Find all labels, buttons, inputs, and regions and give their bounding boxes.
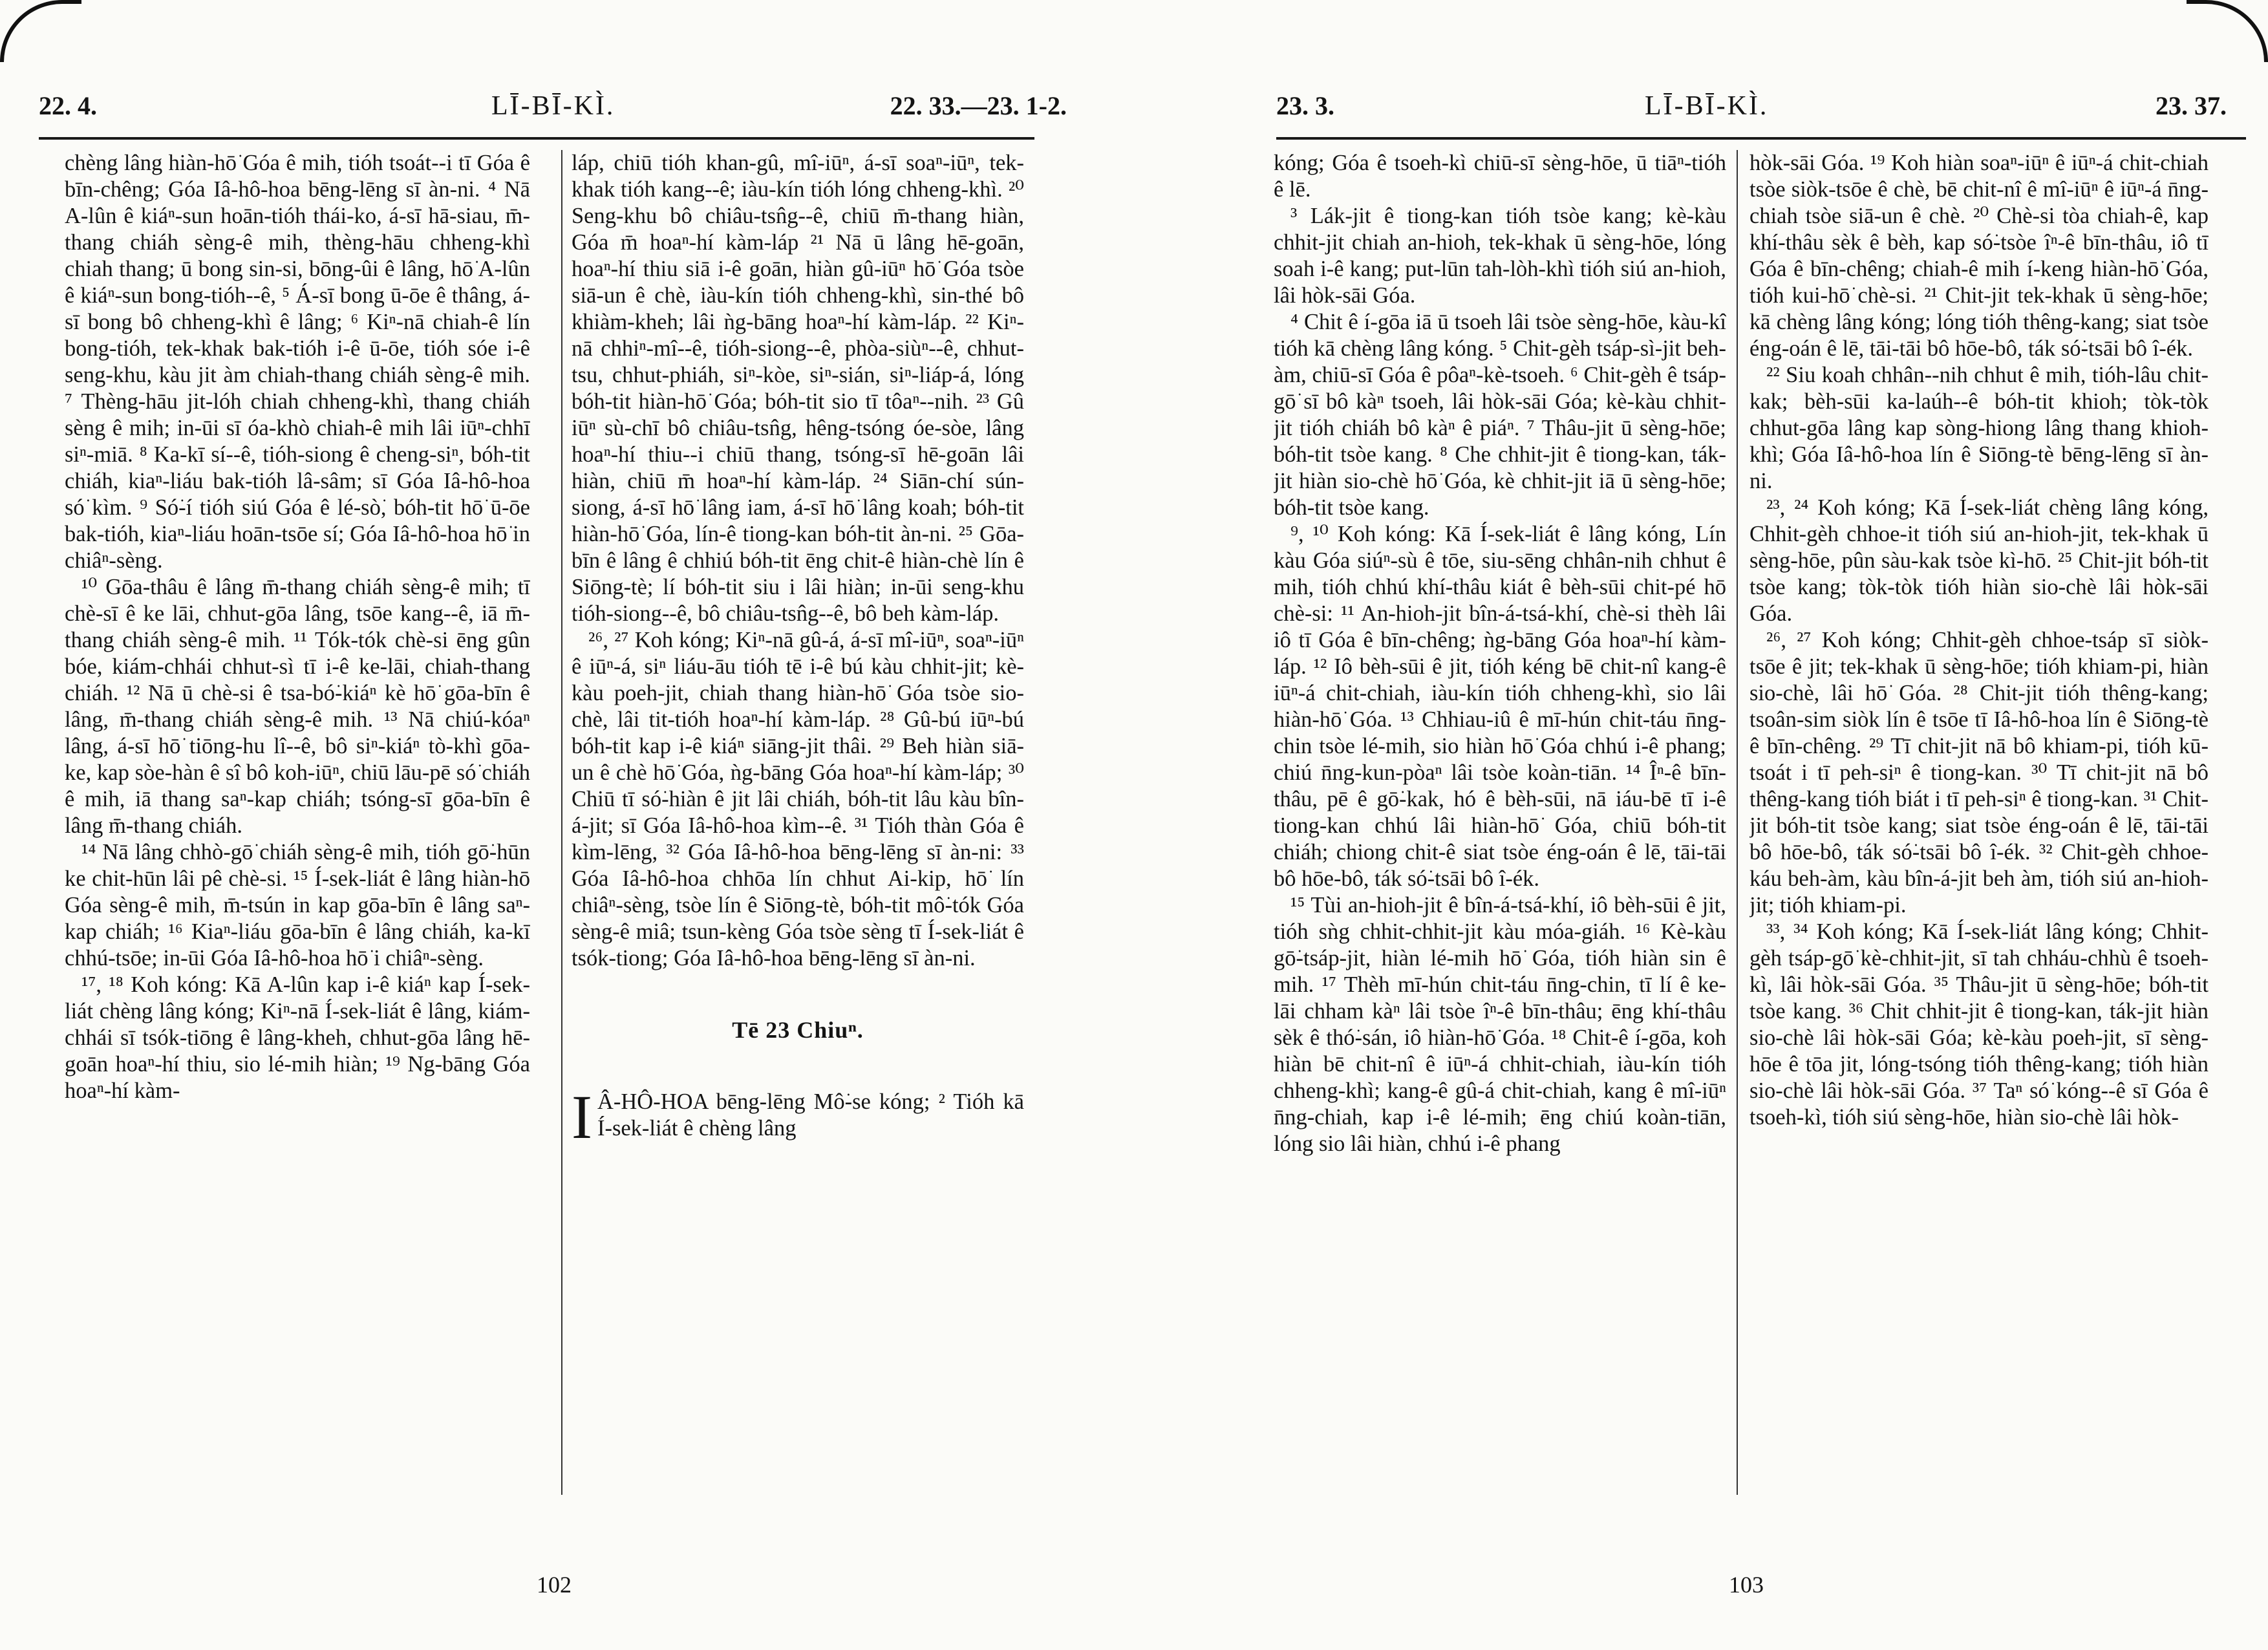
column-divider bbox=[561, 150, 562, 1495]
header-verse-ref-left: 22. 4. bbox=[39, 91, 97, 120]
header-verse-ref-right: 23. 37. bbox=[2156, 91, 2227, 120]
chapter-opening-text: Â-HÔ-HOA bēng-lēng Mô͘-se kóng; ² Tióh kā Í-sek-liát ê chèng lâng bbox=[597, 1089, 1024, 1141]
paragraph: ²⁶, ²⁷ Koh kóng; Chhit-gèh chhoe-tsáp sī siòk-tsōe ê jit; tek-khak ū sèng-hōe; tióh khiam-pi, hiàn sio-chè, lâi hō͘ Góa. ²⁸ Chit-jit tióh thêng-kang; tsoân-sim siòk lín ê tsōe tī Iâ-hô-hoa lín ê Siōng-tè ê bīn-chêng. ²⁹ Tī chit-jit nā bô khiam-pi, tióh kū-tsoát i tī peh-siⁿ ê tiong-kan. ³⁰ Tī chit-jit nā bô thêng-kang tióh biát i tī peh-siⁿ ê tiong-kan. ³¹ Chit-jit bóh-tit tsòe kang; siat tsòe éng-oán ê lē, tāi-tāi bô hōe-bô, ták só͘-tsāi bô î-ék. ³² Chit-gèh chhoe-káu beh-àm, kàu bîn-á-jit beh àm, tióh siú an-hioh-jit; tióh khiam-pi. bbox=[1749, 628, 2209, 917]
header-book-title: LĪ-BĪ-KÌ. bbox=[491, 91, 615, 121]
page-corner-curve bbox=[0, 0, 81, 62]
header-verse-ref-left: 23. 3. bbox=[1276, 91, 1334, 120]
paragraph: ⁴ Chit ê í-gōa iā ū tsoeh lâi tsòe sèng-hōe, kàu-kî tióh kā chèng lâng kóng. ⁵ Chit-gèh tsáp-sì-jit beh-àm, chiū-sī Góa ê pôaⁿ-kè-tsoeh. ⁶ Chit-gèh ê tsáp-gō͘ sī bô kàⁿ tsoeh, lâi hòk-sāi Góa; kè-kàu chhit-jit tióh chiáh bô kàⁿ ê piáⁿ. ⁷ Thâu-jit ū sèng-hōe; bóh-tit tsòe kang. ⁸ Che chhit-jit ê tiong-kan, ták-jit hiàn sio-chè hō͘ Góa, kè chhit-jit iā ū sèng-hōe; bóh-tit tsòe kang. bbox=[1274, 310, 1726, 520]
paragraph: ¹⁵ Tùi an-hioh-jit ê bîn-á-tsá-khí, iô bèh-sūi ê jit, tióh sǹg chhit-chhit-jit kàu móa-giáh. ¹⁶ Kè-kàu gō͘-tsáp-jit, hiàn lé-mih hō͘ Góa, tióh hiàn sin ê mih. ¹⁷ Thèh mī-hún chit-táu n̄ng-chin, tī lí ê ke-lāi chham kàⁿ lâi tsòe îⁿ-ê bīn-thâu; ēng khí-thâu sèk ê thó͘-sán, iô hiàn-hō͘ Góa. ¹⁸ Chit-ê í-gōa, koh hiàn bē chit-nî ê iūⁿ-á chhit-chiah, iàu-kín tióh chheng-khì; kang-ê gû-á chit-chiah, kang ê mî-iūⁿ n̄ng-chiah, kap i-ê lé-mih; ēng chiú koàn-tiān, lóng sio lâi hiàn, chhú i-ê phang bbox=[1274, 893, 1726, 1156]
page-header bbox=[1276, 91, 2246, 136]
paragraph: láp, chiū tióh khan-gû, mî-iūⁿ, á-sī soaⁿ-iūⁿ, tek-khak tióh kang--ê; iàu-kín tióh lóng chheng-khì. ²⁰ Seng-khu bô chiâu-tsn̂g--ê, chiū m̄-thang hiàn, Góa m̄ hoaⁿ-hí kàm-láp ²¹ Nā ū lâng hē-goān, hoaⁿ-hí thiu siā i-ê goān, hiàn gû-iūⁿ hō͘ Góa tsòe siā-un ê chè, iàu-kín tióh chheng-khì, sin-thé bô khiàm-kheh; lâi ǹg-bāng hoaⁿ-hí kàm-láp. ²² Kiⁿ-nā chhiⁿ-mî--ê, tióh-siong--ê, phòa-siùⁿ--ê, chhut-tsu, chhut-phiáh, siⁿ-kòe, siⁿ-sián, siⁿ-liáp-á, lóng bóh-tit hiàn-hō͘ Góa; bóh-tit sio tī tôaⁿ--nih. ²³ Gû iūⁿ sù-chī bô chiâu-tsn̂g, hêng-tsóng óe-sòe, lâng hoaⁿ-hí thiu--i chiū thang, tsóng-sī hē-goān lâi hiàn, chiū m̄ hoaⁿ-hí kàm-láp. ²⁴ Siān-chí sún-siong, á-sī hō͘ lâng iam, á-sī hō͘ lâng koah; bóh-tit hiàn-hō͘ Góa, lín-ê tiong-kan bóh-tit àn-ni. ²⁵ Gōa-bīn ê lâng ê chhiú bóh-tit ēng chit-ê hiàn-chè lín ê Siōng-tè; lí bóh-tit siu i lâi hiàn; in-ūi seng-khu tióh-siong--ê, bô chiâu-tsn̂g--ê, bô beh kàm-láp. bbox=[572, 151, 1024, 626]
header-book-title: LĪ-BĪ-KÌ. bbox=[1645, 91, 1769, 121]
paragraph: ²² Siu koah chhân--nih chhut ê mih, tióh-lâu chit-kak; bèh-sūi ka-laúh--ê bóh-tit khioh; tòk-tòk chhut-gōa lâng kap sòng-hiong lâng thang khioh-khì; Góa Iâ-hô-hoa lín ê Siōng-tè bēng-lēng sī àn-ni. bbox=[1749, 363, 2209, 493]
paragraph: ¹⁰ Gōa-thâu ê lâng m̄-thang chiáh sèng-ê mih; tī chè-sī ê ke lāi, chhut-gōa lâng, tsōe kang--ê, iā m̄-thang chiáh sèng-ê mih. ¹¹ Tók-tók chè-si ēng gûn bóe, kiám-chhái chhut-sì tī i-ê ke-lāi, chiah-thang chiáh. ¹² Nā ū chè-si ê tsa-bó͘-kiáⁿ kè hō͘ gōa-bīn ê lâng, m̄-thang chiáh sèng-ê mih. ¹³ Nā chiú-kóaⁿ lâng, á-sī hō͘ tiōng-hu lî--ê, bô siⁿ-kiáⁿ tò-khì gōa-ke, kap sòe-hàn ê sî bô koh-iūⁿ, chiū lāu-pē só͘ chiáh ê mih, iā thang saⁿ-kap chiáh; tsóng-sī gōa-bīn ê lâng m̄-thang chiáh. bbox=[65, 575, 530, 838]
text-column-2 bbox=[1749, 150, 2209, 1495]
header-verse-ref-right: 22. 33.—23. 1-2. bbox=[890, 91, 1067, 120]
paragraph: kóng; Góa ê tsoeh-kì chiū-sī sèng-hōe, ū tiāⁿ-tióh ê lē. bbox=[1274, 151, 1726, 202]
paragraph: hòk-sāi Góa. ¹⁹ Koh hiàn soaⁿ-iūⁿ ê iūⁿ-á chit-chiah tsòe siòk-tsōe ê chè, bē chit-nî ê mî-iūⁿ ê iūⁿ-á n̄ng-chiah tsòe siā-un ê chè. ²⁰ Chè-si tòa chiah-ê, kap khí-thâu sèk ê bèh, kap só͘-tsòe îⁿ-ê bīn-thâu, iô tī Góa ê bīn-chêng; chiah-ê mih í-keng hiàn-hō͘ Góa, tióh kui-hō͘ chè-si. ²¹ Chit-jit tek-khak ū sèng-hōe; kā chèng lâng kóng; lóng tióh thêng-kang; siat tsòe éng-oán ê lē, tāi-tāi bô hōe-bô, ták só͘-tsāi bô î-ék. bbox=[1749, 151, 2209, 361]
column-divider bbox=[1737, 150, 1738, 1495]
page-corner-curve bbox=[2187, 0, 2268, 62]
chapter-opening-paragraph bbox=[572, 1082, 1024, 1152]
header-rule bbox=[39, 137, 1034, 140]
text-column-1 bbox=[1274, 150, 1726, 1495]
drop-cap-letter: I bbox=[572, 1082, 592, 1152]
paragraph: chèng lâng hiàn-hō͘ Góa ê mih, tióh tsoát--i tī Góa ê bīn-chêng; Góa Iâ-hô-hoa bēng-lēng sī àn-ni. ⁴ Nā A-lûn ê kiáⁿ-sun hoān-tióh thái-ko, á-sī hā-siau, m̄-thang chiáh sèng-ê mih, thèng-hāu chheng-khì chiah thang; ū bong sin-si, bōng-ûi ê lâng, hō͘ A-lûn ê kiáⁿ-sun bong-tióh--ê, ⁵ Á-sī bong ū-ōe ê thâng, á-sī bong bô chheng-khì ê lâng; ⁶ Kiⁿ-nā chiah-ê lín bong-tióh, tek-khak bak-tióh i-ê ū-ōe, tióh sóe i-ê seng-khu, kàu jit àm chiah-thang chiáh sèng-ê mih. ⁷ Thèng-hāu jit-lóh chiah chheng-khì, thang chiáh sèng ê mih; in-ūi sī óa-khò chiah-ê mih lâi iūⁿ-chhī siⁿ-miā. ⁸ Ka-kī sí--ê, tióh-siong ê cheng-siⁿ, bóh-tit chiáh, kiaⁿ-liáu bak-tióh lâ-sâm; sī Góa Iâ-hô-hoa só͘ kìm. ⁹ Só͘-í tióh siú Góa ê lé-sò͘, bóh-tit hō͘ ū-ōe bak-tióh, kiaⁿ-liáu hoān-tsōe sí; Góa Iâ-hô-hoa hō͘ in chiâⁿ-sèng. bbox=[65, 151, 530, 573]
paragraph: ²⁶, ²⁷ Koh kóng; Kiⁿ-nā gû-á, á-sī mî-iūⁿ, soaⁿ-iūⁿ ê iūⁿ-á, siⁿ liáu-āu tióh tē i-ê bú kàu chhit-jit; kè-kàu poeh-jit, chiah thang hiàn-hō͘ Góa tsòe sio-chè, lâi tit-tióh hoaⁿ-hí kàm-láp. ²⁸ Gû-bú iūⁿ-bú bóh-tit kap i-ê kiáⁿ siāng-jit thâi. ²⁹ Beh hiàn siā-un ê chè hō͘ Góa, ǹg-bāng Góa hoaⁿ-hí kàm-láp; ³⁰ Chiū tī só͘-hiàn ê jit lâi chiáh, bóh-tit lâu kàu bîn-á-jit; sī Góa Iâ-hô-hoa kìm--ê. ³¹ Tióh thàn Góa ê kìm-lēng, ³² Góa Iâ-hô-hoa bēng-lēng sī àn-ni: ³³ Góa Iâ-hô-hoa chhōa lín chhut Ai-kip, hō͘ lín chiâⁿ-sèng, tsòe lín ê Siōng-tè, bóh-tit mô͘-tók Góa sèng-ê miâ; tsun-kèng Góa tsòe sèng tī Í-sek-liát ê tsók-tiong; Góa Iâ-hô-hoa bēng-lēng sī àn-ni. bbox=[572, 628, 1024, 970]
right-page bbox=[1134, 0, 2268, 1650]
paragraph: ¹⁷, ¹⁸ Koh kóng: Kā A-lûn kap i-ê kiáⁿ kap Í-sek-liát chèng lâng kóng; Kiⁿ-nā Í-sek-liát ê lâng, kiám-chhái sī tsók-tiōng ê lâng-kheh, chhut-gōa lâng hē-goān hoaⁿ-hí thiu, sio lé-mih hiàn; ¹⁹ Ng-bāng Góa hoaⁿ-hí kàm- bbox=[65, 972, 530, 1103]
paragraph: ⁹, ¹⁰ Koh kóng: Kā Í-sek-liát ê lâng kóng, Lín kàu Góa siúⁿ-sù ê tōe, siu-sēng chhân-nih chhut ê mih, tióh chhú khí-thâu kiát ê bèh-sūi chit-pé hō͘ chè-si: ¹¹ An-hioh-jit bîn-á-tsá-khí, chè-si thèh lâi iô tī Góa ê bīn-chêng; ǹg-bāng Góa hoaⁿ-hí kàm-láp. ¹² Iô bèh-sūi ê jit, tióh kéng bē chit-nî kang-ê iūⁿ-á chit-chiah, iàu-kín tióh chheng-khì, sio lâi hiàn-hō͘ Góa. ¹³ Chhiau-iû ê mī-hún chit-táu n̄ng-chin tsòe lé-mih, sio hiàn hō͘ Góa chhú i-ê phang; chiú n̄ng-kun-pòaⁿ lâi tsòe koàn-tiān. ¹⁴ Îⁿ-ê bīn-thâu, pē ê gō͘-kak, hó ê bèh-sūi, nā iáu-bē tī i-ê tiong-kan chhú lâi hiàn-hō͘ Góa, chiū bóh-tit chiáh; chiong chit-ê siat tsòe éng-oán ê lē, tāi-tāi bô hōe-bô, ták só͘-tsāi bô î-ék. bbox=[1274, 522, 1726, 891]
paragraph: ³ Lák-jit ê tiong-kan tióh tsòe kang; kè-kàu chhit-jit chiah an-hioh, tek-khak ū sèng-hōe, lóng soah i-ê kang; put-lūn tah-lòh-khì tióh siú an-hioh, lâi hòk-sāi Góa. bbox=[1274, 204, 1726, 308]
paragraph: ²³, ²⁴ Koh kóng; Kā Í-sek-liát chèng lâng kóng, Chhit-gèh chhoe-it tióh siú an-hioh-jit, tek-khak ū sèng-hōe, pûn sàu-kak tsòe kì-hō. ²⁵ Chit-jit bóh-tit tsòe kang; tòk-tòk tióh hiàn sio-chè lâi hòk-sāi Góa. bbox=[1749, 495, 2209, 626]
chapter-title: Tē 23 Chiuⁿ. bbox=[732, 1017, 864, 1043]
page-header bbox=[39, 91, 1106, 136]
paragraph: ³³, ³⁴ Koh kóng; Kā Í-sek-liát lâng kóng; Chhit-gèh tsáp-gō͘ kè-chhit-jit, sī tah chháu-chhù ê tsoeh-kì, lâi hòk-sāi Góa. ³⁵ Thâu-jit ū sèng-hōe; bóh-tit tsòe kang. ³⁶ Chit chhit-jit ê tiong-kan, ták-jit hiàn sio-chè lâi hòk-sāi Góa; kè-kàu poeh-jit, sī sèng-hōe ê tōa jit, lóng-tsóng tióh thêng-kang; tióh hiàn sio-chè lâi hòk-sāi Góa. ³⁷ Taⁿ só͘ kóng--ê sī Góa ê tsoeh-kì, tióh siú sèng-hōe, hiàn sio-chè lâi hòk- bbox=[1749, 919, 2209, 1130]
header-rule bbox=[1276, 137, 2246, 140]
text-column-1 bbox=[65, 150, 530, 1495]
page-number: 103 bbox=[1729, 1572, 1764, 1598]
page-number: 102 bbox=[537, 1572, 572, 1598]
text-column-2 bbox=[572, 150, 1024, 1495]
paragraph: ¹⁴ Nā lâng chhò-gō͘ chiáh sèng-ê mih, tióh gō͘-hūn ke chit-hūn lâi pê chè-si. ¹⁵ Í-sek-liát ê lâng hiàn-hō͘ Góa sèng-ê mih, m̄-tsún in kap gōa-bīn ê lâng saⁿ-kap chiáh; ¹⁶ Kiaⁿ-liáu gōa-bīn ê lâng chiáh, ka-kī chhú-tsōe; in-ūi Góa Iâ-hô-hoa hō͘ i chiâⁿ-sèng. bbox=[65, 840, 530, 970]
